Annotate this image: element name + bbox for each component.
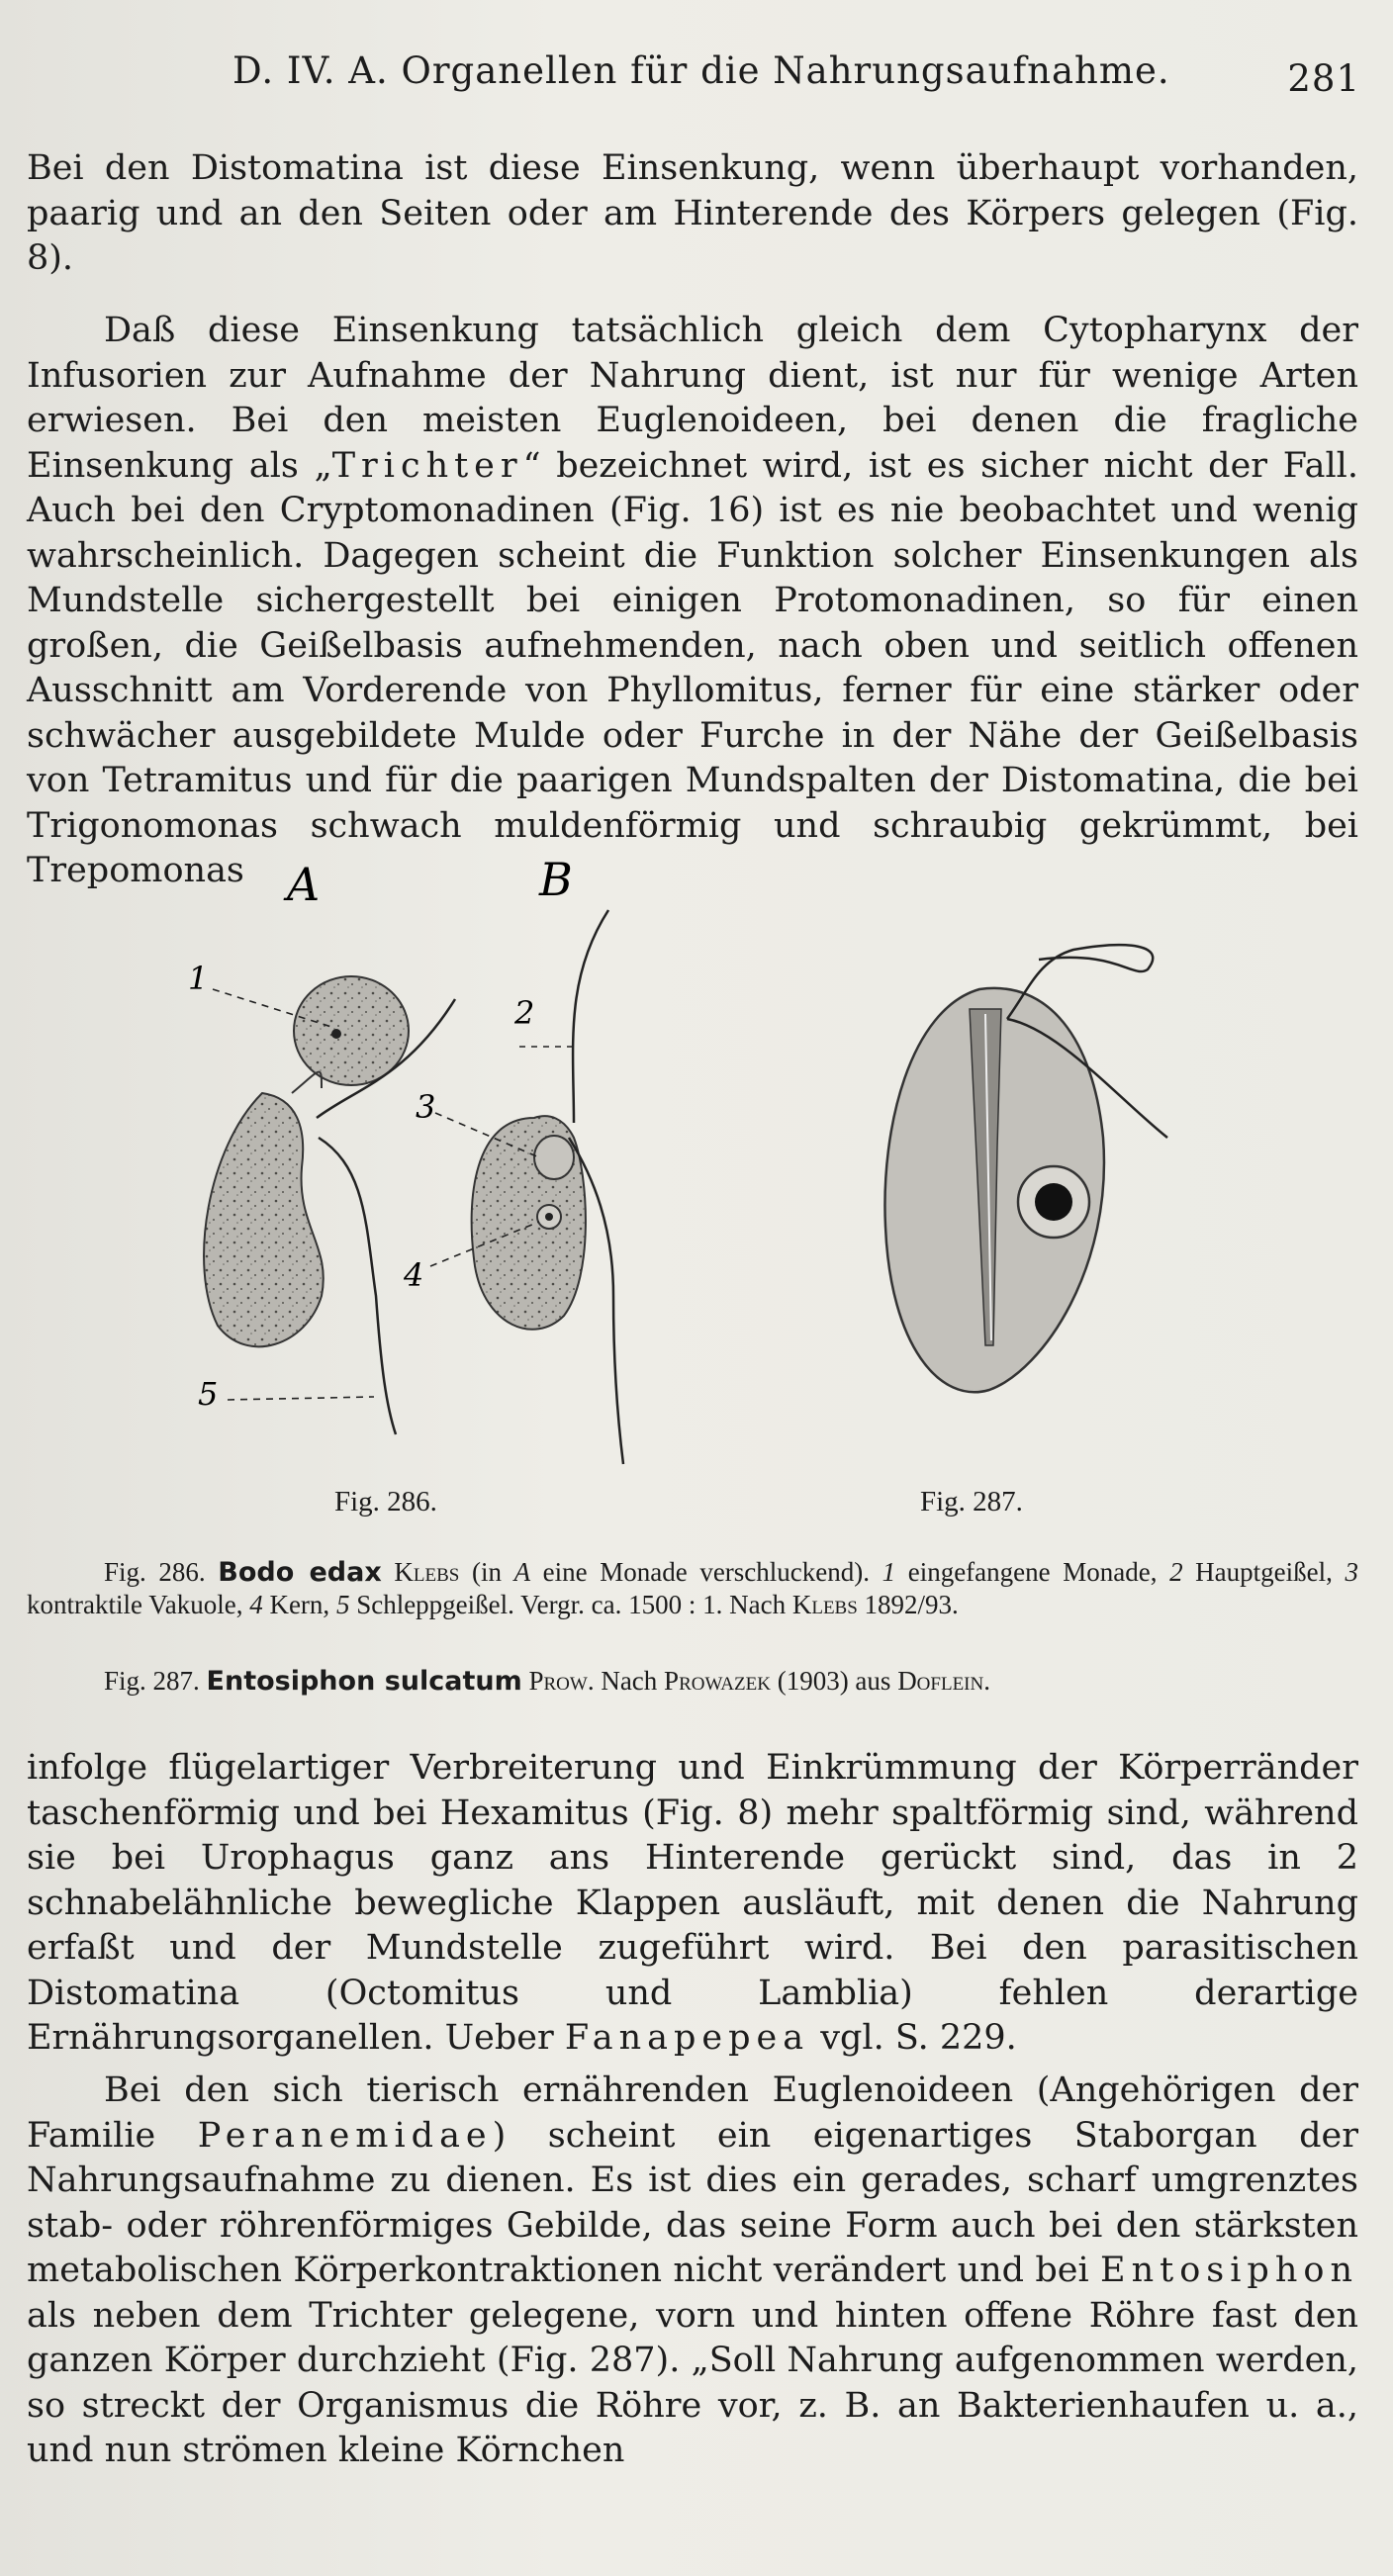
caption-286-species: Bodo edax [218, 1557, 382, 1588]
spaced-term-entosiphon: Entosiphon [1100, 2251, 1358, 2290]
paragraph-3-text-a: infolge flügelartiger Verbreiterung und Einkrümmung der Körperränder taschenförmig und bei Hexamitus (Fig. 8) mehr spaltförmig sind, während sie bei Urophagus ganz ans Hinterende gerückt sind, das in 2 schnabelähnliche bewegliche Klappen ausläuft, mit denen die Nahrung erfaßt und der Mundstelle zugeführt wird. Bei den parasitischen Distomatina (Octomitus und Lamblia) fehlen derartige Ernährungsorganellen. Ueber [27, 1748, 1358, 2058]
label-3: 3 [416, 1088, 436, 1126]
label-2: 2 [514, 994, 535, 1032]
label-4: 4 [404, 1256, 424, 1294]
main-flagellum-b [573, 910, 608, 1123]
caption-287-species: Entosiphon sulcatum [206, 1666, 522, 1697]
paragraph-4-text-a: Bei den sich tierisch ernährenden Euglenoideen (Angehörigen der Familie [27, 2070, 1358, 2156]
paragraph-4-text-b: ) scheint ein eigenartiges Staborgan der Nahrungsaufnahme zu dienen. Es ist dies ein gerades, scharf umgrenztes stab- oder röhrenförmiges Gebilde, das seine Form auch bei den stärksten metabolischen Körperkontraktionen nicht verändert und bei [27, 2115, 1358, 2290]
paragraph-3-text-b: vgl. S. 229. [809, 2018, 1017, 2058]
fig287-entosiphon [884, 945, 1167, 1392]
paragraph-4 [27, 2069, 1358, 2474]
bodo-cell-a [204, 1093, 324, 1346]
running-header [232, 49, 1360, 100]
paragraph-4-text-c: als neben dem Trichter gelegene, vorn und hinten offene Röhre fast den ganzen Körper durchzieht (Fig. 287). „Soll Nahrung aufgenommen werden, so streckt der Organismus die Röhre vor, z. B. an Bakterienhaufen u. a., und nun strömen kleine Körnchen [27, 2295, 1358, 2470]
panel-a-letter: A [287, 858, 321, 911]
figure-area [148, 851, 1286, 1484]
caption-fig287: Fig. 287. Entosiphon sulcatum Prow. Nach Prowazek (1903) aus Doflein. [104, 1666, 990, 1697]
panel-b-letter: B [539, 853, 573, 906]
caption-287-prefix: Fig. 287. [104, 1666, 200, 1696]
caption-fig286: Fig. 286. Bodo edax Klebs (in A eine Monade verschluckend). 1 eingefangene Monade, 2 Hauptgeißel, 3 kontraktile Vakuole, 4 Kern, 5 Schleppgeißel. Vergr. ca. 1500 : 1. Nach Klebs 1892/93. [27, 1557, 1358, 1619]
spaced-term-trichter: Trichter [331, 445, 523, 486]
fig286-panel-a [188, 858, 455, 1434]
contractile-vacuole [534, 1136, 574, 1179]
paragraph-1-text: Bei den Distomatina ist diese Einsenkung, wenn überhaupt vorhanden, paarig und an den Seiten oder am Hinterende des Körpers gelegen (Fig. 8). [27, 148, 1358, 278]
paragraph-1 [27, 146, 1358, 282]
paragraph-2-text-a: Daß diese Einsenkung tatsächlich gleich dem Cytopharynx der Infusorien zur Aufnahme der Nahrung dient, ist nur für wenige Arten erwiesen. Bei den meisten Euglenoideen, bei denen die fragliche Einsenkung als „ [27, 311, 1358, 486]
spaced-term-peranemidae: Peranemidae [197, 2115, 493, 2156]
paragraph-3 [27, 1746, 1358, 2062]
caption-286-prefix: Fig. 286. [104, 1557, 206, 1587]
paragraph-2 [27, 309, 1358, 894]
fig287-label: Fig. 287. [920, 1486, 1023, 1518]
spaced-term-fanapepea: Fanapepea [564, 2018, 810, 2058]
label-1: 1 [188, 960, 209, 997]
label-5: 5 [198, 1375, 219, 1413]
fig286-panel-b [403, 853, 623, 1464]
paragraph-2-text-b: “ bezeichnet wird, ist es sicher nicht der Fall. Auch bei den Cryptomonadinen (Fig. 16) ist es nie beobachtet und wenig wahrscheinlich. Dagegen scheint die Funktion solcher Einsenkungen als Mundstelle sichergestellt bei einigen Protomonadinen, so für einen großen, die Geißelbasis aufnehmenden, nach oben und seitlich offenen Ausschnitt am Vorderende von Phyllomitus, ferner für eine stärker oder schwächer ausgebildete Mulde oder Furche in der Nähe der Geißelbasis von Tetramitus und für die paarigen Mundspalten der Distomatina, die bei Trigonomonas schwach muldenförmig und schraubig gekrümmt, bei Trepomonas [27, 445, 1358, 890]
caption-286-author: Klebs [394, 1557, 460, 1587]
running-title: D. IV. A. Organellen für die Nahrungsaufnahme. [232, 49, 1170, 92]
page-number: 281 [1287, 57, 1360, 100]
fig286-label: Fig. 286. [334, 1486, 437, 1518]
flagellum-trailing-a [319, 1138, 396, 1434]
